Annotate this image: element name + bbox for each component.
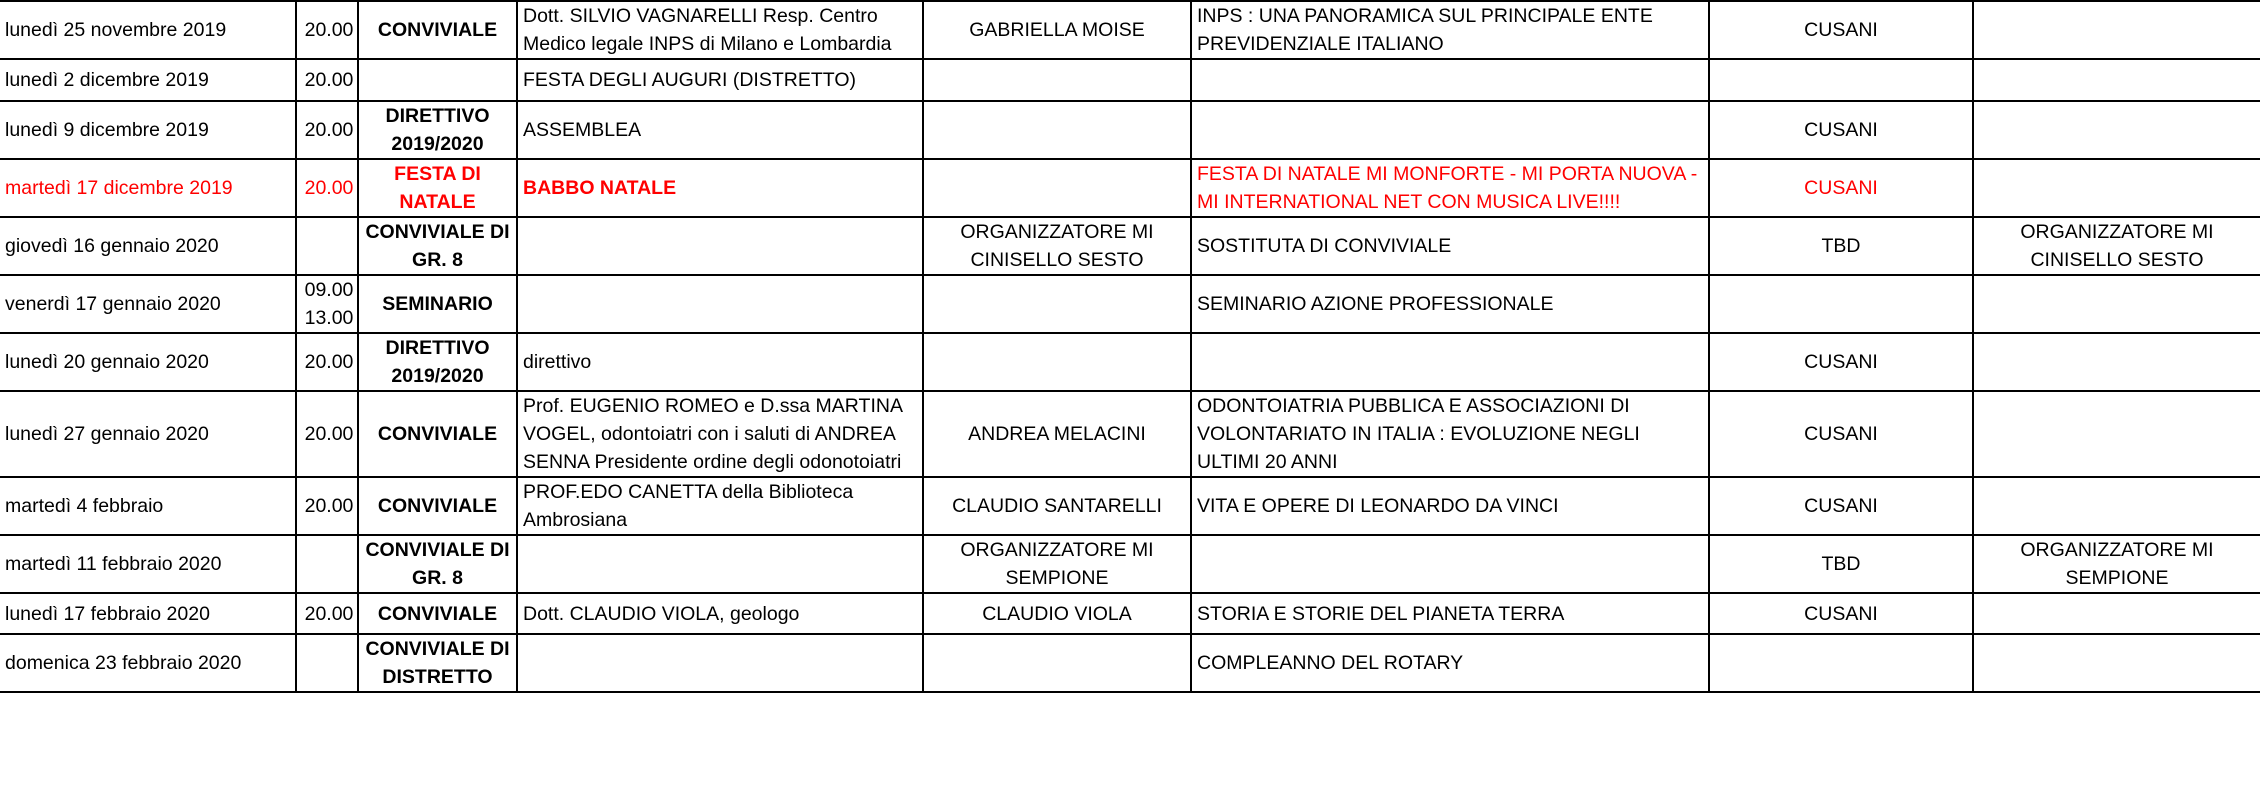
organizer-cell [1973,1,2260,59]
presenter-cell: ORGANIZZATORE MI SEMPIONE [923,535,1191,593]
presenter-cell: CLAUDIO VIOLA [923,593,1191,634]
organizer-cell [1973,275,2260,333]
table-row [0,1,2260,59]
table-row [0,634,2260,692]
topic-cell: STORIA E STORIE DEL PIANETA TERRA [1191,593,1709,634]
topic-cell [1191,59,1709,101]
location-cell: CUSANI [1709,159,1973,217]
topic-cell: SEMINARIO AZIONE PROFESSIONALE [1191,275,1709,333]
speaker-cell: Prof. EUGENIO ROMEO e D.ssa MARTINA VOGEL, odontoiatri con i saluti di ANDREA SENNA Presidente ordine degli odonotoiatri [517,391,923,477]
speaker-cell: ASSEMBLEA [517,101,923,159]
date-cell: lunedì 25 novembre 2019 [0,1,296,59]
speaker-cell [517,634,923,692]
location-cell: CUSANI [1709,593,1973,634]
location-cell: CUSANI [1709,391,1973,477]
table-row [0,101,2260,159]
location-cell [1709,634,1973,692]
speaker-cell: direttivo [517,333,923,391]
presenter-cell: GABRIELLA MOISE [923,1,1191,59]
date-cell: venerdì 17 gennaio 2020 [0,275,296,333]
topic-cell: FESTA DI NATALE MI MONFORTE - MI PORTA NUOVA - MI INTERNATIONAL NET CON MUSICA LIVE!!!! [1191,159,1709,217]
speaker-cell: PROF.EDO CANETTA della Biblioteca Ambrosiana [517,477,923,535]
presenter-cell: ANDREA MELACINI [923,391,1191,477]
time-cell: 20.00 [296,477,358,535]
type-cell: CONVIVIALE DI GR. 8 [358,535,517,593]
type-cell: CONVIVIALE [358,477,517,535]
type-cell: SEMINARIO [358,275,517,333]
date-cell: lunedì 2 dicembre 2019 [0,59,296,101]
type-cell: DIRETTIVO 2019/2020 [358,333,517,391]
table-row [0,593,2260,634]
location-cell: TBD [1709,217,1973,275]
speaker-cell: Dott. SILVIO VAGNARELLI Resp. Centro Medico legale INPS di Milano e Lombardia [517,1,923,59]
organizer-cell: ORGANIZZATORE MI SEMPIONE [1973,535,2260,593]
time-cell: 20.00 [296,101,358,159]
time-cell: 09.00 13.00 [296,275,358,333]
speaker-cell: Dott. CLAUDIO VIOLA, geologo [517,593,923,634]
location-cell: CUSANI [1709,101,1973,159]
location-cell [1709,275,1973,333]
table-row [0,333,2260,391]
organizer-cell [1973,477,2260,535]
location-cell: TBD [1709,535,1973,593]
presenter-cell [923,275,1191,333]
type-cell: CONVIVIALE [358,1,517,59]
type-cell [358,59,517,101]
speaker-cell: BABBO NATALE [517,159,923,217]
time-cell: 20.00 [296,391,358,477]
time-cell: 20.00 [296,333,358,391]
topic-cell: VITA E OPERE DI LEONARDO DA VINCI [1191,477,1709,535]
organizer-cell: ORGANIZZATORE MI CINISELLO SESTO [1973,217,2260,275]
speaker-cell: FESTA DEGLI AUGURI (DISTRETTO) [517,59,923,101]
presenter-cell: ORGANIZZATORE MI CINISELLO SESTO [923,217,1191,275]
table-row [0,535,2260,593]
type-cell: DIRETTIVO 2019/2020 [358,101,517,159]
time-cell [296,634,358,692]
type-cell: CONVIVIALE [358,593,517,634]
topic-cell [1191,101,1709,159]
presenter-cell [923,101,1191,159]
type-cell: CONVIVIALE [358,391,517,477]
table-row [0,217,2260,275]
date-cell: lunedì 20 gennaio 2020 [0,333,296,391]
date-cell: martedì 4 febbraio [0,477,296,535]
table-row [0,391,2260,477]
organizer-cell [1973,634,2260,692]
time-cell [296,535,358,593]
organizer-cell [1973,333,2260,391]
type-cell: CONVIVIALE DI GR. 8 [358,217,517,275]
speaker-cell [517,217,923,275]
speaker-cell [517,275,923,333]
presenter-cell [923,634,1191,692]
time-cell: 20.00 [296,59,358,101]
presenter-cell [923,159,1191,217]
topic-cell: INPS : UNA PANORAMICA SUL PRINCIPALE ENTE PREVIDENZIALE ITALIANO [1191,1,1709,59]
date-cell: martedì 11 febbraio 2020 [0,535,296,593]
topic-cell [1191,333,1709,391]
topic-cell: ODONTOIATRIA PUBBLICA E ASSOCIAZIONI DI VOLONTARIATO IN ITALIA : EVOLUZIONE NEGLI ULTIMI 20 ANNI [1191,391,1709,477]
type-cell: CONVIVIALE DI DISTRETTO [358,634,517,692]
events-table-body [0,1,2260,692]
date-cell: giovedì 16 gennaio 2020 [0,217,296,275]
presenter-cell: CLAUDIO SANTARELLI [923,477,1191,535]
topic-cell: COMPLEANNO DEL ROTARY [1191,634,1709,692]
organizer-cell [1973,101,2260,159]
table-row [0,477,2260,535]
location-cell: CUSANI [1709,1,1973,59]
date-cell: lunedì 17 febbraio 2020 [0,593,296,634]
speaker-cell [517,535,923,593]
table-row [0,275,2260,333]
time-cell [296,217,358,275]
location-cell: CUSANI [1709,477,1973,535]
presenter-cell [923,333,1191,391]
topic-cell [1191,535,1709,593]
date-cell: lunedì 27 gennaio 2020 [0,391,296,477]
time-cell: 20.00 [296,1,358,59]
table-row [0,159,2260,217]
time-cell: 20.00 [296,159,358,217]
date-cell: martedì 17 dicembre 2019 [0,159,296,217]
time-cell: 20.00 [296,593,358,634]
organizer-cell [1973,391,2260,477]
date-cell: lunedì 9 dicembre 2019 [0,101,296,159]
topic-cell: SOSTITUTA DI CONVIVIALE [1191,217,1709,275]
organizer-cell [1973,59,2260,101]
location-cell [1709,59,1973,101]
location-cell: CUSANI [1709,333,1973,391]
organizer-cell [1973,159,2260,217]
organizer-cell [1973,593,2260,634]
date-cell: domenica 23 febbraio 2020 [0,634,296,692]
type-cell: FESTA DI NATALE [358,159,517,217]
presenter-cell [923,59,1191,101]
table-row [0,59,2260,101]
